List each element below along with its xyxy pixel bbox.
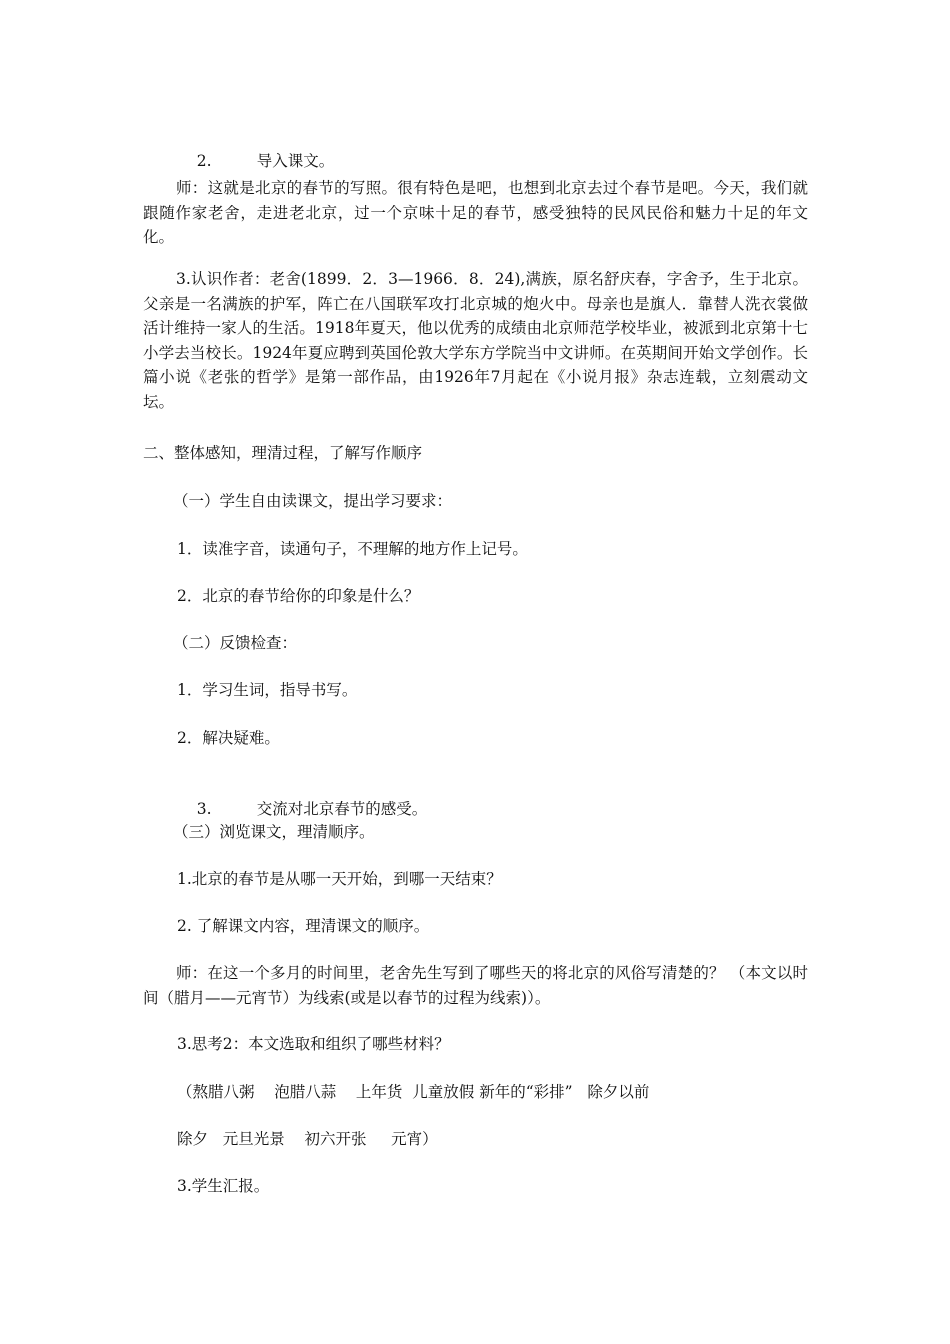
- teacher-intro-paragraph: 师：这就是北京的春节的写照。很有特色是吧，也想到北京去过个春节是吧。今天，我们就跟随作家老舍，走进老北京，过一个京味十足的春节，感受独特的民风民俗和魅力十足的年文化。: [143, 179, 808, 246]
- part-1-item-2: 2．北京的春节给你的印象是什么？: [177, 587, 420, 605]
- materials-line-1: （熬腊八粥 泡腊八蒜 上年货 儿童放假 新年的“彩排” 除夕以前: [177, 1083, 650, 1101]
- part-2-item-2: 2．解决疑难。: [177, 729, 280, 747]
- student-report: 3.学生汇报。: [177, 1177, 270, 1195]
- part-1-item-1: 1．读准字音，读通句子，不理解的地方作上记号。: [177, 540, 528, 558]
- item-number: 3.: [196, 800, 212, 818]
- item-number: 2.: [196, 152, 212, 170]
- part-2-title: （二）反馈检查：: [173, 634, 298, 652]
- materials-line-2: 除夕 元旦光景 初六开张 元宵）: [177, 1130, 438, 1148]
- part-2-item-1: 1．学习生词，指导书写。: [177, 681, 358, 699]
- author-paragraph: 3.认识作者：老舍(1899．2．3—1966．8．24),满族，原名舒庆春，字舍予，生于北京。父亲是一名满族的护军，阵亡在八国联军攻打北京城的炮火中。母亲也是旗人．靠替人洗衣裳做活计维持一家人的生活。1918年夏天，他以优秀的成绩由北京师范学校毕业，被派到北京第十七小学去当校长。1924年夏应聘到英国伦敦大学东方学院当中文讲师。在英期间开始文学创作。长篇小说《老张的哲学》是第一部作品，由1926年7月起在《小说月报》杂志连载，立刻震动文坛。: [143, 270, 808, 411]
- teacher-question-paragraph: 师：在这一个多月的时间里，老舍先生写到了哪些天的将北京的风俗写清楚的？ （本文以时间（腊月——元宵节）为线索(或是以春节的过程为线索)）。: [143, 964, 808, 1007]
- part-1-title: （一）学生自由读课文，提出学习要求：: [173, 492, 453, 510]
- item-text: 导入课文。: [256, 152, 335, 170]
- section-2-heading: 二、整体感知，理清过程，了解写作顺序: [143, 444, 423, 462]
- part-3-item-2: 2. 了解课文内容，理清课文的顺序。: [177, 917, 430, 935]
- think-question-2: 3.思考2：本文选取和组织了哪些材料？: [177, 1035, 450, 1053]
- part-3-item-1: 1.北京的春节是从哪一天开始，到哪一天结束？: [177, 870, 502, 888]
- part-3-title: （三）浏览课文，理清顺序。: [173, 823, 375, 841]
- item-text: 交流对北京春节的感受。: [256, 800, 428, 818]
